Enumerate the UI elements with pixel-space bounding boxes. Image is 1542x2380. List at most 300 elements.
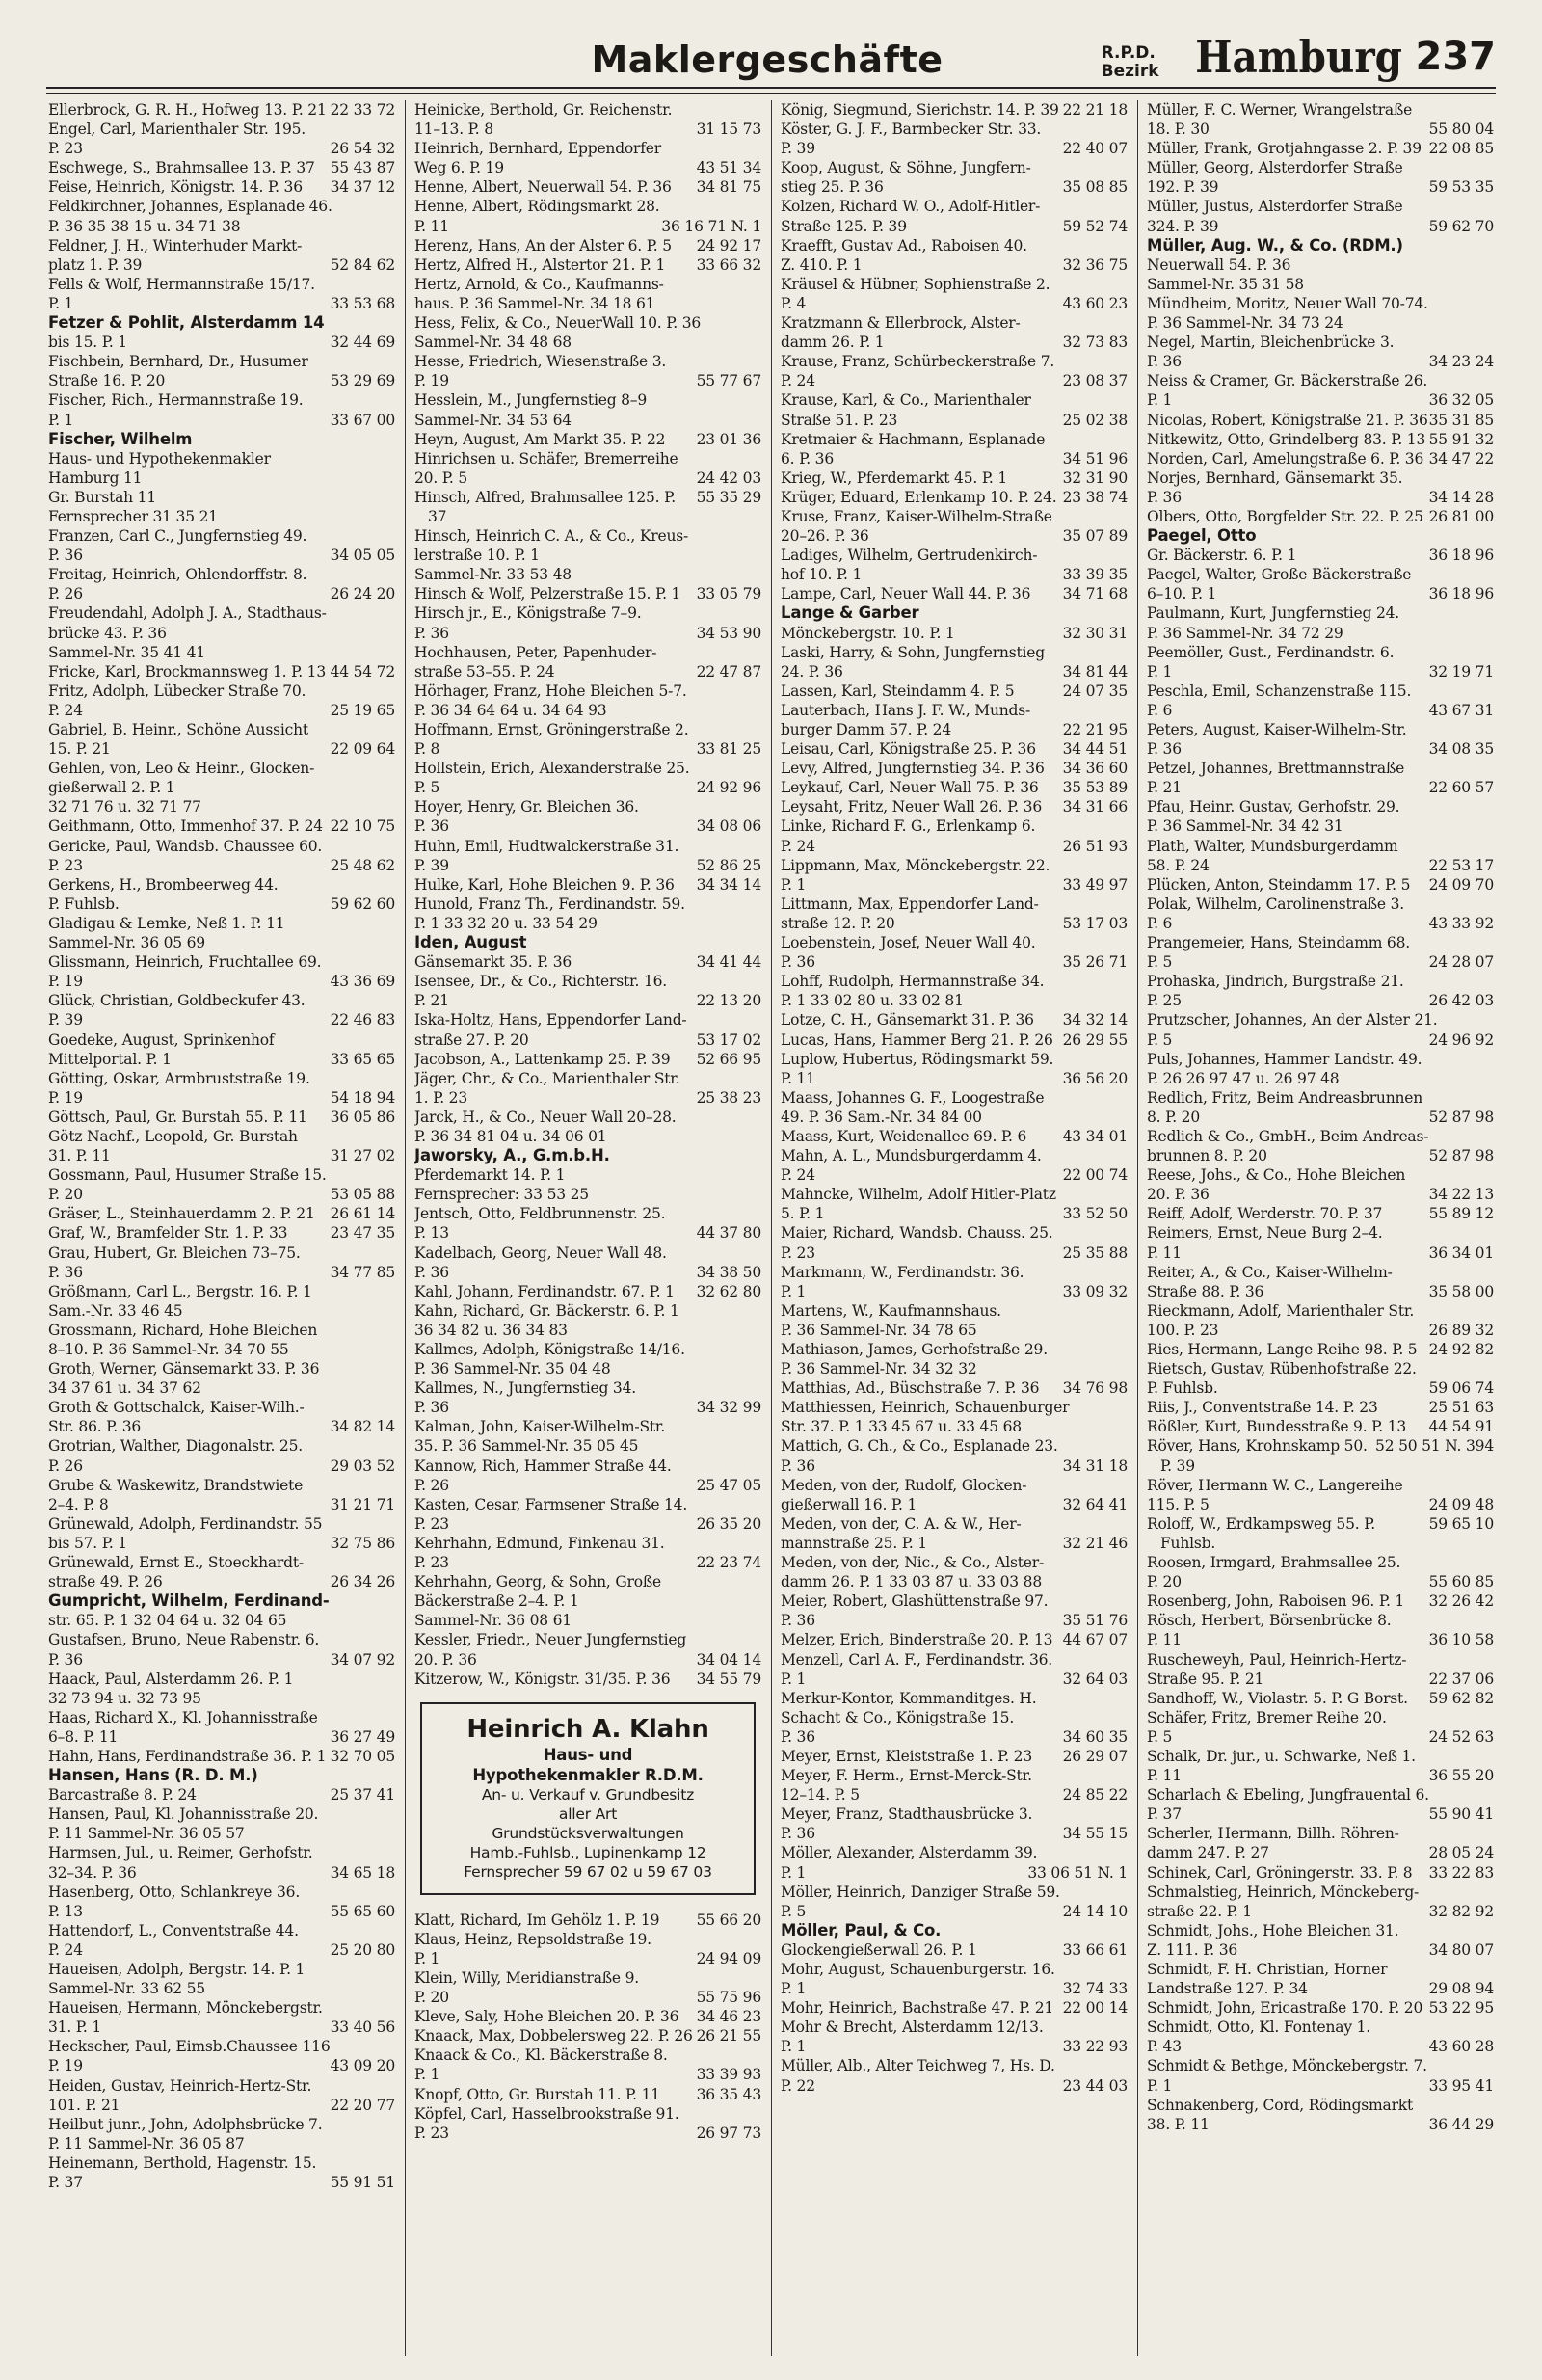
entry-phone: 26 97 73	[696, 2124, 761, 2142]
entry-text: P. 1	[781, 1670, 807, 1688]
listing-entry	[414, 972, 761, 991]
entry-phone: 34 04 14	[696, 1650, 761, 1669]
listing-entry	[781, 1476, 1128, 1495]
entry-text: Straße 95. P. 21	[1147, 1670, 1264, 1688]
listing-entry	[781, 1708, 1128, 1727]
listing-entry	[1147, 1436, 1494, 1475]
entry-text: Ellerbrock, G. R. H., Hofweg 13. P. 21	[48, 101, 327, 119]
listing-entry	[1147, 603, 1494, 623]
entry-text: P. 36 34 81 04 u. 34 06 01	[414, 1127, 607, 1145]
listing-entry	[48, 1165, 395, 1185]
entry-text: P. 23	[414, 1514, 449, 1533]
listing-entry	[781, 2076, 1128, 2096]
listing-entry	[414, 352, 761, 371]
ad-line: Fernsprecher 59 67 02 u 59 67 03	[464, 1862, 712, 1881]
entry-text: Hesse, Friedrich, Wiesenstraße 3.	[414, 353, 667, 371]
listing-entry	[1147, 759, 1494, 778]
entry-text: P. 4	[781, 294, 807, 312]
entry-text: str. 65. P. 1 32 04 64 u. 32 04 65	[48, 1612, 287, 1630]
listing-entry	[414, 333, 761, 352]
listing-entry	[48, 1223, 395, 1243]
listing-entry	[414, 1572, 761, 1591]
entry-text: Gumpricht, Wilhelm, Ferdinand-	[48, 1591, 330, 1611]
listing-entry	[48, 1204, 395, 1223]
entry-text: Gehlen, von, Leo & Heinr., Glocken-	[48, 760, 315, 778]
entry-phone: 23 01 36	[696, 430, 761, 448]
listing-entry	[781, 875, 1128, 895]
listing-entry	[48, 856, 395, 875]
entry-text: Rößler, Kurt, Bundesstraße 9. P. 13	[1147, 1418, 1407, 1436]
entry-text: Sammel-Nr. 34 53 64	[414, 411, 572, 429]
entry-text: Kallmes, Adolph, Königstraße 14/16.	[414, 1341, 685, 1358]
entry-phone: 33 53 68	[330, 294, 395, 312]
listing-entry	[414, 1650, 761, 1670]
entry-phone: 32 36 75	[1062, 255, 1128, 274]
listing-entry	[781, 507, 1128, 526]
entry-text: Hirsch jr., E., Königstraße 7–9.	[414, 604, 642, 623]
entry-text: Hinsch, Alfred, Brahmsallee 125. P. 37	[414, 488, 676, 525]
entry-phone: 34 32 14	[1062, 1011, 1128, 1030]
entry-text: Sammel-Nr. 36 08 61	[414, 1612, 572, 1630]
entry-phone: 26 29 07	[1062, 1747, 1128, 1765]
entry-text: P. 39	[48, 1011, 83, 1030]
entry-text: Lotze, C. H., Gänsemarkt 31. P. 36	[781, 1011, 1034, 1030]
listing-entry	[414, 1185, 761, 1204]
entry-text: P. 23	[48, 856, 83, 874]
entry-text: Haas, Richard X., Kl. Johannisstraße	[48, 1708, 318, 1726]
entry-phone: 26 35 20	[696, 1514, 761, 1533]
entry-text: P. 23	[48, 140, 83, 158]
entry-phone: 24 92 17	[696, 236, 761, 254]
listing-entry	[1147, 1263, 1494, 1282]
entry-text: Hinsch, Heinrich C. A., & Co., Kreus-	[414, 527, 689, 546]
entry-text: Jentsch, Otto, Feldbrunnenstr. 25.	[414, 1205, 666, 1223]
entry-phone: 35 53 89	[1062, 779, 1128, 797]
listing-entry	[48, 720, 395, 739]
listing-columns	[48, 100, 1496, 2356]
listing-entry	[1147, 120, 1494, 139]
entry-text: Prangemeier, Hans, Steindamm 68.	[1147, 934, 1410, 952]
entry-phone: 34 71 68	[1062, 585, 1128, 603]
listing-entry	[781, 430, 1128, 449]
listing-entry	[1147, 1514, 1494, 1553]
entry-text: P. 1 33 32 20 u. 33 54 29	[414, 914, 598, 932]
entry-text: Knopf, Otto, Gr. Burstah 11. P. 11	[414, 2085, 660, 2103]
listing-entry	[414, 526, 761, 546]
entry-phone: 36 16 71 N. 1	[661, 217, 761, 235]
entry-phone: 33 06 51 N. 1	[1027, 1863, 1128, 1882]
entry-text: Hulke, Karl, Hohe Bleichen 9. P. 36	[414, 875, 675, 894]
entry-text: Grünewald, Ernst E., Stoeckhardt-	[48, 1554, 304, 1572]
entry-text: Landstraße 127. P. 34	[1147, 1980, 1308, 1998]
listing-entry	[781, 1689, 1128, 1708]
entry-text: P. 26 26 97 47 u. 26 97 48	[1147, 1069, 1340, 1087]
listing-entry	[414, 856, 761, 875]
listing-entry	[781, 701, 1128, 720]
entry-text: Grünewald, Adolph, Ferdinandstr. 55	[48, 1514, 323, 1533]
entry-text: P. 39	[781, 140, 815, 158]
listing-entry	[48, 2115, 395, 2134]
listing-entry	[414, 313, 761, 333]
entry-text: Freudendahl, Adolph J. A., Stadthaus-	[48, 604, 327, 623]
listing-entry	[1147, 1108, 1494, 1127]
listing-entry	[1147, 235, 1494, 255]
listing-entry	[781, 1553, 1128, 1572]
listing-entry	[781, 1670, 1128, 1689]
listing-entry	[781, 1805, 1128, 1824]
listing-entry	[414, 449, 761, 468]
entry-text: Sammel-Nr. 33 53 48	[414, 566, 572, 584]
entry-text: Eschwege, S., Brahmsallee 13. P. 37	[48, 159, 315, 177]
listing-entry	[414, 1457, 761, 1476]
entry-phone: 52 50 51 N. 394	[1375, 1437, 1494, 1456]
listing-entry	[48, 2018, 395, 2037]
listing-entry	[48, 1630, 395, 1649]
entry-text: P. 13	[48, 1902, 83, 1920]
entry-text: P. 1	[414, 1949, 440, 1967]
listing-entry	[781, 488, 1128, 507]
entry-text: Hunold, Franz Th., Ferdinandstr. 59.	[414, 895, 685, 913]
entry-phone: 43 60 23	[1062, 294, 1128, 312]
entry-phone: 31 21 71	[330, 1495, 395, 1513]
entry-phone: 34 14 28	[1428, 488, 1494, 506]
entry-text: Grossmann, Richard, Hohe Bleichen	[48, 1321, 318, 1339]
ad-line: Hamb.-Fuhlsb., Lupinenkamp 12	[469, 1843, 706, 1861]
listing-entry	[48, 468, 395, 488]
entry-phone: 35 26 71	[1062, 953, 1128, 972]
entry-text: Littmann, Max, Eppendorfer Land-	[781, 895, 1039, 913]
entry-text: 115. P. 5	[1147, 1495, 1210, 1513]
listing-entry	[48, 1263, 395, 1282]
entry-text: Rieckmann, Adolf, Marienthaler Str.	[1147, 1301, 1415, 1320]
entry-text: P. 36	[1147, 353, 1182, 371]
listing-entry	[781, 158, 1128, 177]
entry-text: Heinicke, Berthold, Gr. Reichenstr.	[414, 101, 673, 119]
entry-text: P. 1	[1147, 2076, 1173, 2095]
listing-entry	[1147, 1378, 1494, 1398]
listing-entry	[1147, 507, 1494, 526]
entry-text: Meyer, Franz, Stadthausbrücke 3.	[781, 1805, 1033, 1824]
entry-text: Lucas, Hans, Hammer Berg 21. P. 26	[781, 1030, 1053, 1049]
listing-entry	[48, 313, 395, 333]
entry-text: Str. 86. P. 36	[48, 1418, 142, 1436]
entry-phone: 33 66 32	[696, 255, 761, 274]
entry-phone: 34 55 79	[696, 1670, 761, 1688]
entry-phone: 36 05 86	[330, 1108, 395, 1126]
listing-entry	[48, 1088, 395, 1108]
entry-text: Kratzmann & Ellerbrock, Alster-	[781, 314, 1021, 333]
listing-entry	[781, 1747, 1128, 1766]
listing-entry	[1147, 584, 1494, 603]
entry-text: Mönckebergstr. 10. P. 1	[781, 624, 955, 642]
listing-entry	[1147, 856, 1494, 875]
listing-entry	[48, 120, 395, 139]
listing-entry	[48, 875, 395, 895]
listing-entry	[781, 720, 1128, 739]
entry-phone: 32 62 80	[696, 1282, 761, 1300]
listing-entry	[781, 177, 1128, 197]
listing-entry	[781, 972, 1128, 991]
entry-text: Loebenstein, Josef, Neuer Wall 40.	[781, 934, 1036, 952]
entry-phone: 34 38 50	[696, 1263, 761, 1281]
entry-text: Knaack, Max, Dobbelersweg 22. P. 26	[414, 2027, 693, 2046]
listing-entry	[781, 1572, 1128, 1591]
entry-text: P. 21	[414, 992, 449, 1010]
entry-text: Ladiges, Wilhelm, Gertrudenkirch-	[781, 547, 1038, 565]
entry-text: gießerwall 16. P. 1	[781, 1495, 917, 1513]
entry-phone: 23 44 03	[1062, 2076, 1128, 2095]
listing-entry	[414, 1301, 761, 1321]
entry-text: Scherler, Hermann, Billh. Röhren-	[1147, 1825, 1399, 1843]
entry-text: Mahn, A. L., Mundsburgerdamm 4.	[781, 1147, 1042, 1165]
listing-entry	[1147, 197, 1494, 216]
listing-entry	[1147, 682, 1494, 701]
listing-entry	[781, 1998, 1128, 2018]
entry-text: P. 1	[781, 2038, 807, 2056]
entry-phone: 34 81 44	[1062, 662, 1128, 681]
listing-entry	[1147, 1650, 1494, 1670]
entry-phone: 34 46 23	[696, 2008, 761, 2026]
listing-entry	[1147, 1766, 1494, 1785]
listing-entry	[1147, 1030, 1494, 1050]
entry-phone: 32 31 90	[1062, 468, 1128, 487]
entry-phone: 24 92 96	[696, 779, 761, 797]
entry-text: 20–26. P. 36	[781, 527, 869, 546]
entry-text: 24. P. 36	[781, 662, 843, 681]
listing-entry	[414, 1069, 761, 1088]
listing-entry	[781, 1010, 1128, 1030]
entry-phone: 22 60 57	[1428, 779, 1494, 797]
entry-text: Reese, Johs., & Co., Hohe Bleichen	[1147, 1166, 1406, 1185]
entry-phone: 34 76 98	[1062, 1379, 1128, 1398]
entry-text: Groth & Gottschalck, Kaiser-Wilh.-	[48, 1399, 305, 1417]
entry-text: Paegel, Otto	[1147, 526, 1257, 546]
entry-text: Krüger, Eduard, Erlenkamp 10. P. 24.	[781, 488, 1057, 506]
listing-entry	[48, 2037, 395, 2056]
listing-entry	[48, 662, 395, 682]
entry-text: P. 26	[414, 1476, 449, 1494]
listing-entry	[781, 1243, 1128, 1263]
entry-text: Z. 410. P. 1	[781, 255, 863, 274]
entry-text: P. 26	[48, 585, 83, 603]
listing-entry	[414, 217, 761, 236]
listing-entry	[781, 1165, 1128, 1185]
entry-text: Knaack & Co., Kl. Bäckerstraße 8.	[414, 2046, 668, 2065]
entry-phone: 43 09 20	[330, 2057, 395, 2075]
entry-text: 49. P. 36 Sam.-Nr. 34 84 00	[781, 1108, 982, 1126]
entry-text: Hertz, Arnold, & Co., Kaufmanns-	[414, 275, 664, 293]
listing-entry	[48, 1185, 395, 1204]
entry-text: Köster, G. J. F., Barmbecker Str. 33.	[781, 120, 1042, 139]
listing-entry	[1147, 546, 1494, 565]
listing-entry	[781, 1960, 1128, 1979]
listing-entry	[414, 468, 761, 488]
entry-phone: 25 38 23	[696, 1088, 761, 1107]
entry-text: P. 23	[414, 1554, 449, 1572]
listing-entry	[48, 1010, 395, 1030]
entry-phone: 55 77 67	[696, 372, 761, 390]
entry-phone: 26 21 55	[696, 2027, 761, 2046]
entry-text: Schmalstieg, Heinrich, Mönckeberg-	[1147, 1883, 1420, 1901]
entry-text: P. 20	[48, 1186, 83, 1204]
entry-text: Peemöller, Gust., Ferdinandstr. 6.	[1147, 643, 1395, 661]
listing-entry	[781, 1920, 1128, 1940]
listing-entry	[1147, 972, 1494, 991]
entry-text: Paegel, Walter, Große Bäckerstraße	[1147, 566, 1412, 584]
entry-text: haus. P. 36 Sammel-Nr. 34 18 61	[414, 294, 655, 312]
entry-phone: 24 28 07	[1428, 953, 1494, 972]
entry-phone: 34 37 12	[330, 178, 395, 197]
entry-text: P. 36	[48, 1263, 83, 1281]
entry-text: Huhn, Emil, Hudtwalckerstraße 31.	[414, 837, 679, 855]
listing-entry	[1147, 526, 1494, 546]
listing-entry	[48, 488, 395, 507]
entry-phone: 34 32 99	[696, 1399, 761, 1417]
listing-entry	[781, 236, 1128, 255]
entry-text: P. 19	[48, 973, 83, 991]
entry-text: Kasten, Cesar, Farmsener Straße 14.	[414, 1495, 688, 1513]
entry-text: Sam.-Nr. 33 46 45	[48, 1301, 183, 1320]
entry-text: P. 5	[414, 779, 440, 797]
entry-text: P. 24	[781, 837, 815, 855]
listing-entry	[781, 255, 1128, 275]
entry-text: Straße 51. P. 23	[781, 411, 898, 429]
listing-entry	[414, 991, 761, 1010]
entry-text: Feise, Heinrich, Königstr. 14. P. 36	[48, 178, 303, 197]
listing-entry	[414, 1243, 761, 1263]
listing-entry	[781, 100, 1128, 120]
entry-phone: 59 62 70	[1428, 217, 1494, 235]
entry-text: Prutzscher, Johannes, An der Alster 21.	[1147, 1011, 1438, 1030]
listing-entry	[48, 991, 395, 1010]
listing-entry	[414, 390, 761, 410]
listing-entry	[414, 778, 761, 797]
entry-text: Hertz, Alfred H., Alstertor 21. P. 1	[414, 255, 666, 274]
entry-phone: 25 19 65	[330, 701, 395, 719]
listing-entry	[414, 1398, 761, 1417]
entry-phone: 34 23 24	[1428, 353, 1494, 371]
listing-entry	[48, 895, 395, 914]
entry-phone: 22 08 85	[1428, 140, 1494, 158]
entry-phone: 24 92 82	[1428, 1341, 1494, 1358]
entry-text: Peschla, Emil, Schanzenstraße 115.	[1147, 682, 1412, 700]
entry-text: Mathiason, James, Gerhofstraße 29.	[781, 1341, 1048, 1358]
entry-phone: 31 27 02	[330, 1147, 395, 1165]
entry-phone: 43 60 28	[1428, 2038, 1494, 2056]
entry-text: Hinrichsen u. Schäfer, Bremerreihe	[414, 449, 678, 468]
entry-text: Kessler, Friedr., Neuer Jungfernstieg	[414, 1631, 687, 1649]
entry-text: Haus- und Hypothekenmakler	[48, 449, 271, 468]
entry-text: Köpfel, Carl, Hasselbrookstraße 91.	[414, 2104, 679, 2123]
entry-text: Lohff, Rudolph, Hermannstraße 34.	[781, 973, 1045, 991]
entry-text: P. 36 Sammel-Nr. 34 78 65	[781, 1321, 977, 1339]
entry-phone: 52 84 62	[330, 255, 395, 274]
listing-entry	[1147, 217, 1494, 236]
listing-entry	[48, 1979, 395, 1998]
entry-text: Luplow, Hubertus, Rödingsmarkt 59.	[781, 1050, 1054, 1068]
entry-text: straße 12. P. 20	[781, 914, 895, 932]
entry-text: platz 1. P. 39	[48, 255, 143, 274]
listing-entry	[1147, 1301, 1494, 1321]
listing-entry	[48, 371, 395, 390]
entry-text: Gossmann, Paul, Husumer Straße 15.	[48, 1166, 327, 1185]
listing-entry	[1147, 352, 1494, 371]
entry-text: P. 26	[48, 1457, 83, 1475]
page-header	[39, 29, 1496, 89]
listing-entry	[1147, 2056, 1494, 2075]
entry-phone: 34 05 05	[330, 547, 395, 565]
listing-entry	[48, 778, 395, 797]
listing-entry	[781, 952, 1128, 972]
entry-text: Mittelportal. P. 1	[48, 1050, 172, 1068]
listing-entry	[1147, 2115, 1494, 2134]
entry-text: 58. P. 24	[1147, 856, 1210, 874]
entry-text: mannstraße 25. P. 1	[781, 1534, 927, 1552]
listing-entry	[1147, 778, 1494, 797]
listing-entry	[414, 933, 761, 952]
entry-text: P. 1 33 02 80 u. 33 02 81	[781, 992, 964, 1010]
entry-phone: 34 22 13	[1428, 1186, 1494, 1204]
entry-phone: 36 18 96	[1428, 585, 1494, 603]
listing-entry	[48, 449, 395, 468]
entry-text: Rosenberg, John, Raboisen 96. P. 1	[1147, 1592, 1405, 1611]
entry-text: P. 11	[781, 1069, 815, 1087]
listing-entry	[1147, 1843, 1494, 1862]
entry-text: burger Damm 57. P. 24	[781, 721, 951, 738]
entry-text: Sammel-Nr. 33 62 55	[48, 1980, 205, 1998]
entry-text: Fells & Wolf, Hermannstraße 15/17.	[48, 275, 315, 293]
entry-phone: 52 66 95	[696, 1050, 761, 1068]
entry-text: 32–34. P. 36	[48, 1863, 137, 1882]
entry-phone: 34 34 14	[696, 875, 761, 894]
listing-entry	[1147, 449, 1494, 468]
listing-entry	[48, 2134, 395, 2153]
entry-phone: 26 61 14	[330, 1205, 395, 1223]
listing-entry	[48, 1960, 395, 1979]
entry-phone: 43 34 01	[1062, 1127, 1128, 1145]
entry-text: Henne, Albert, Neuerwall 54. P. 36	[414, 178, 672, 197]
listing-entry	[48, 1883, 395, 1902]
entry-text: P. 11	[1147, 1631, 1182, 1649]
entry-phone: 34 82 14	[330, 1418, 395, 1436]
entry-text: P. 22	[781, 2076, 815, 2095]
listing-entry	[1147, 1069, 1494, 1088]
entry-text: P. 19	[48, 2057, 83, 2075]
listing-entry	[1147, 371, 1494, 390]
entry-text: P. 1	[1147, 662, 1173, 681]
entry-phone: 22 20 77	[330, 2096, 395, 2114]
entry-text: P. 11 Sammel-Nr. 36 05 57	[48, 1825, 245, 1843]
entry-phone: 33 52 50	[1062, 1205, 1128, 1223]
entry-phone: 34 31 18	[1062, 1457, 1128, 1475]
entry-text: P. 1	[781, 1282, 807, 1300]
entry-text: brunnen 8. P. 20	[1147, 1147, 1267, 1165]
listing-entry	[48, 352, 395, 371]
listing-entry	[781, 1650, 1128, 1670]
listing-entry	[48, 2173, 395, 2192]
listing-entry	[781, 1436, 1128, 1456]
entry-text: P. 1	[1147, 391, 1173, 410]
entry-text: Schmidt, F. H. Christian, Horner	[1147, 1961, 1388, 1978]
ad-title: Heinrich A. Klahn	[466, 1714, 709, 1744]
listing-entry	[781, 1378, 1128, 1398]
entry-text: Kräusel & Hübner, Sophienstraße 2.	[781, 275, 1050, 293]
entry-text: Heilbut junr., John, Adolphsbrücke 7.	[48, 2115, 323, 2133]
entry-text: Roloff, W., Erdkampsweg 55. P. Fuhlsb.	[1147, 1514, 1376, 1552]
listing-entry	[414, 952, 761, 972]
entry-phone: 43 67 31	[1428, 701, 1494, 719]
city-name: Hamburg	[1194, 31, 1402, 83]
